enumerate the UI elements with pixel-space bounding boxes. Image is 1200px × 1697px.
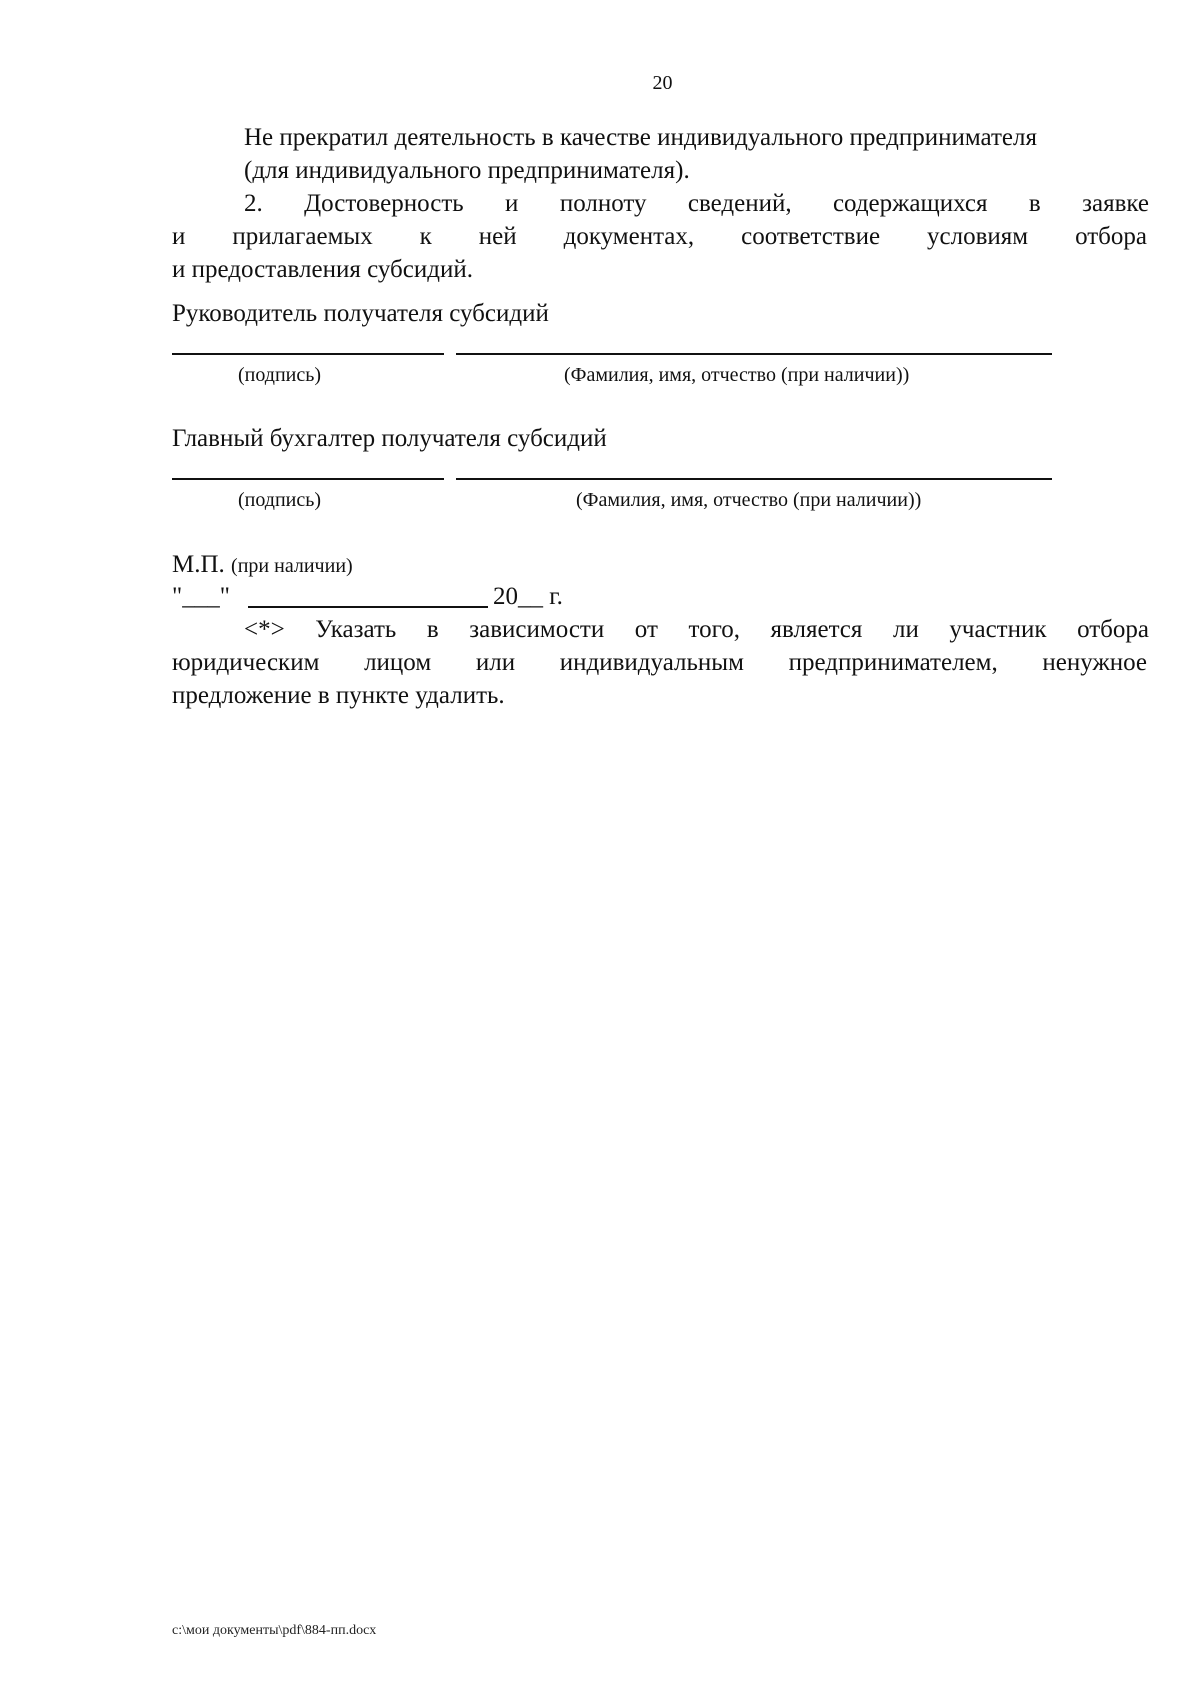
footnote-line-1: <*> Указать в зависимости от того, является ли участник отбора — [244, 616, 1149, 643]
paragraph-1-line-2: (для индивидуального предпринимателя). — [244, 157, 690, 184]
name-caption: (Фамилия, имя, отчество (при наличии)) — [576, 489, 922, 511]
footer-file-path: c:\мои документы\pdf\884-пп.docx — [172, 1623, 377, 1638]
signature-role-head: Руководитель получателя субсидий — [172, 300, 549, 327]
name-caption: (Фамилия, имя, отчество (при наличии)) — [564, 364, 910, 386]
date-quote: "___" — [172, 583, 230, 610]
date-year: 20__ г. — [493, 583, 563, 610]
signature-caption: (подпись) — [238, 364, 322, 386]
name-line — [456, 478, 1052, 480]
name-line — [456, 353, 1052, 355]
stamp-label — [172, 550, 353, 581]
footnote-line-2: юридическим лицом или индивидуальным предпринимателем, ненужное — [172, 649, 1147, 676]
page-number: 20 — [652, 72, 673, 94]
footnote-line-3: предложение в пункте удалить. — [172, 682, 505, 709]
signature-line — [172, 353, 444, 355]
paragraph-2-line-2: и прилагаемых к ней документах, соответствие условиям отбора — [172, 223, 1147, 250]
paragraph-2-line-1: 2. Достоверность и полноту сведений, содержащихся в заявке — [244, 190, 1149, 217]
date-month-line — [248, 606, 488, 608]
stamp-note: (при наличии) — [231, 555, 353, 577]
signature-line — [172, 478, 444, 480]
paragraph-2-line-3: и предоставления субсидий. — [172, 256, 473, 283]
signature-role-accountant: Главный бухгалтер получателя субсидий — [172, 425, 607, 452]
stamp-mp: М.П. — [172, 551, 225, 578]
signature-caption: (подпись) — [238, 489, 322, 511]
paragraph-1-line-1: Не прекратил деятельность в качестве индивидуального предпринимателя — [244, 124, 1037, 151]
